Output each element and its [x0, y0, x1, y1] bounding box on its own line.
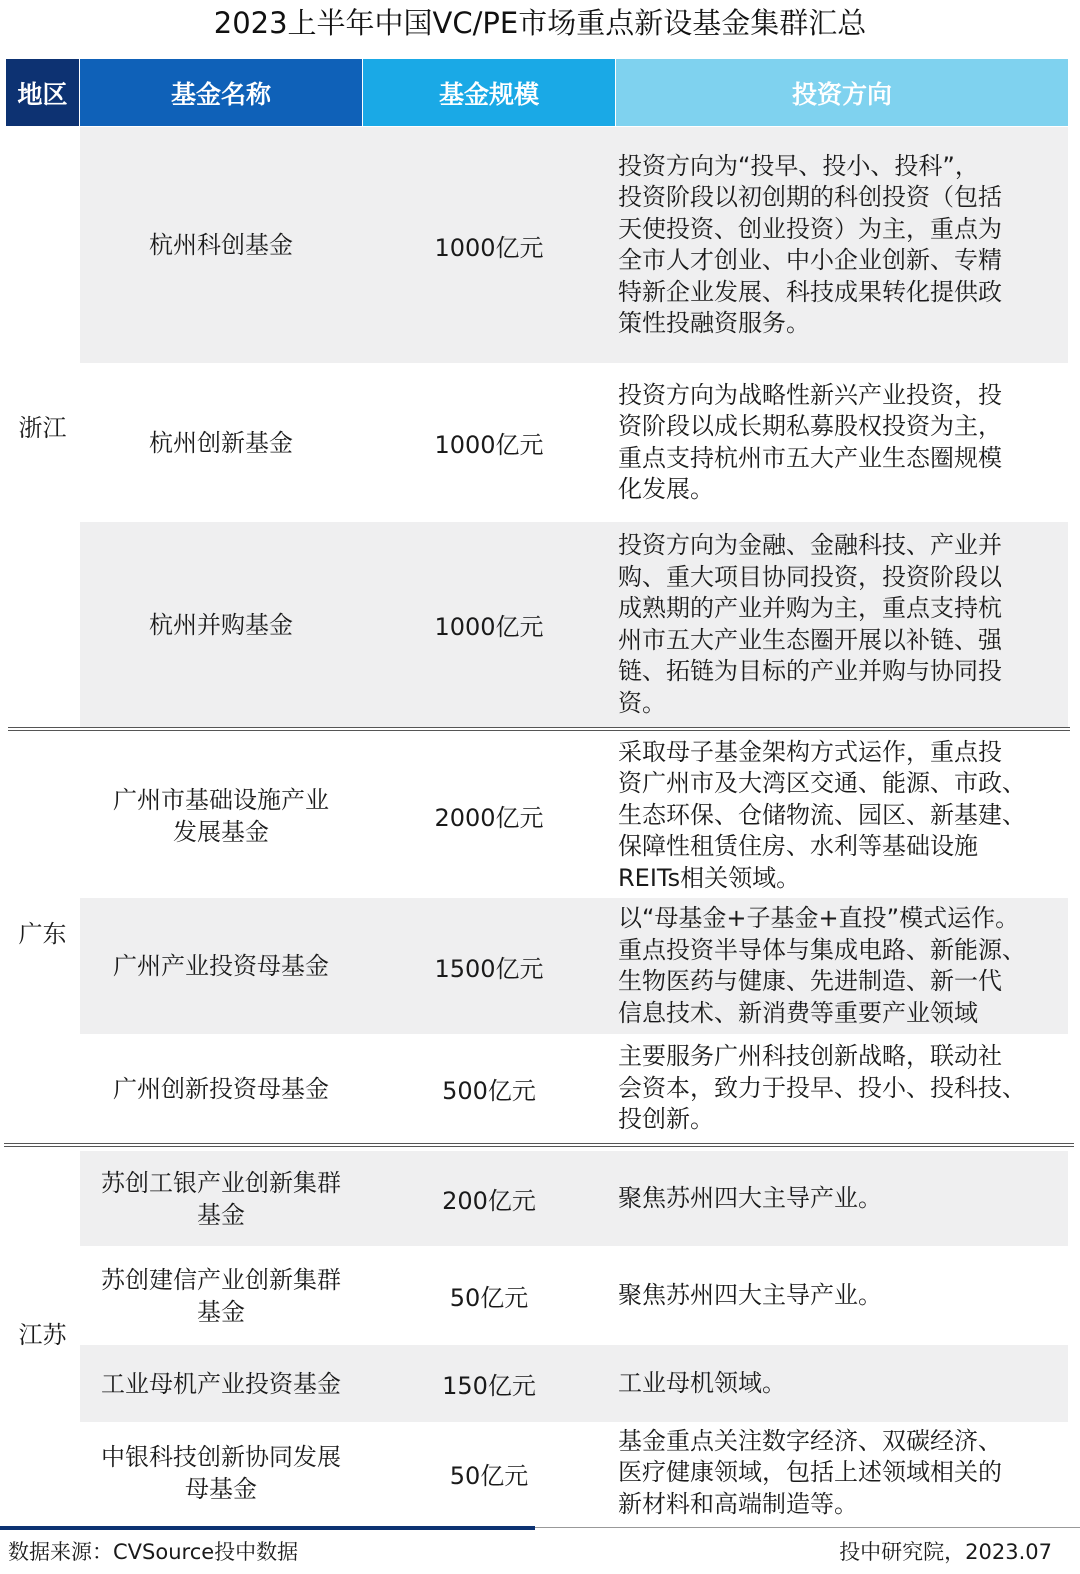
fund-direction: 投资方向为金融、金融科技、产业并 购、重大项目协同投资，投资阶段以 成熟期的产业并购为主，重点支持杭 州市五大产业生态圈开展以补链、强 链、拓链为目标的产业并购与协同投 资。: [618, 531, 1002, 717]
region-label: 江苏: [18, 1320, 67, 1349]
fund-name: [80, 1151, 362, 1246]
data-source: 数据来源：CVSource投中数据: [8, 1540, 299, 1564]
fund-name: 杭州并购基金: [149, 610, 293, 639]
fund-direction: 采取母子基金架构方式运作，重点投 资广州市及大湾区交通、能源、市政、 生态环保、仓储物流、园区、新基建、 保障性租赁住房、水利等基础设施 REITs相关领域。: [618, 737, 1026, 892]
footer-accent-line: [0, 1526, 535, 1530]
fund-name: 杭州创新基金: [149, 428, 293, 457]
header-fund-name: 基金名称: [80, 59, 362, 126]
region-label: 浙江: [18, 413, 67, 442]
fund-name: [80, 733, 362, 898]
fund-scale: 1000亿元: [434, 613, 544, 641]
fund-scale: 2000亿元: [434, 804, 544, 832]
fund-scale: 50亿元: [449, 1461, 529, 1490]
fund-direction: 聚焦苏州四大主导产业。: [618, 1280, 882, 1309]
fund-scale: 1500亿元: [434, 954, 544, 983]
fund-scale: 500亿元: [442, 1077, 536, 1105]
footer-rule: [535, 1527, 1080, 1528]
fund-scale: 200亿元: [442, 1187, 536, 1215]
fund-scale: 1000亿元: [434, 431, 544, 459]
region-separator: [4, 1143, 1074, 1147]
fund-name: [80, 1422, 362, 1524]
region-label: 广东: [18, 919, 67, 948]
fund-direction: 投资方向为“投早、投小、投科”， 投资阶段以初创期的科创投资（包括 天使投资、创业投资）为主，重点为 全市人才创业、中小企业创新、专精 特新企业发展、科技成果转化提供政 策性投融资服务。: [618, 151, 1002, 337]
fund-name-line: 母基金: [185, 1475, 257, 1503]
fund-direction: 工业母机领域。: [618, 1368, 786, 1397]
region-separator: [8, 727, 1070, 731]
fund-name-line: 苏创工银产业创新集群: [101, 1168, 341, 1197]
fund-name-line: 苏创建信产业创新集群: [101, 1265, 341, 1294]
fund-direction: 基金重点关注数字经济、双碳经济、 医疗健康领域，包括上述领域相关的 新材料和高端制造等。: [618, 1426, 1002, 1518]
fund-name-line: 广州市基础设施产业: [113, 785, 329, 814]
fund-scale: 150亿元: [442, 1372, 536, 1400]
fund-scale: 50亿元: [449, 1284, 529, 1312]
fund-name-line: 发展基金: [173, 817, 269, 846]
fund-name: 广州产业投资母基金: [113, 952, 329, 980]
fund-direction: 聚焦苏州四大主导产业。: [618, 1183, 882, 1212]
fund-name: [80, 1246, 362, 1345]
fund-name: 杭州科创基金: [149, 231, 293, 259]
fund-scale: 1000亿元: [434, 233, 544, 262]
fund-name-line: 中银科技创新协同发展: [101, 1443, 341, 1471]
fund-name-line: 基金: [197, 1200, 245, 1229]
header-fund-scale: 基金规模: [363, 59, 615, 126]
publisher-date: 投中研究院，2023.07: [839, 1540, 1052, 1564]
fund-direction: 投资方向为战略性新兴产业投资，投 资阶段以成长期私募股权投资为主， 重点支持杭州市五大产业生态圈规模 化发展。: [618, 380, 1002, 503]
fund-name: 广州创新投资母基金: [113, 1074, 329, 1103]
page-title: 2023上半年中国VC/PE市场重点新设基金集群汇总: [213, 6, 867, 40]
fund-direction: 主要服务广州科技创新战略，联动社 会资本，致力于投早、投小、投科技、 投创新。: [618, 1042, 1026, 1134]
header-region: 地区: [6, 59, 79, 126]
fund-name-line: 基金: [197, 1297, 245, 1326]
header-investment-direction: 投资方向: [616, 59, 1068, 126]
fund-direction: 以“母基金+子基金+直投”模式运作。 重点投资半导体与集成电路、新能源、 生物医药与健康、先进制造、新一代 信息技术、新消费等重要产业领域: [618, 904, 1026, 1027]
fund-name: 工业母机产业投资基金: [101, 1369, 341, 1398]
